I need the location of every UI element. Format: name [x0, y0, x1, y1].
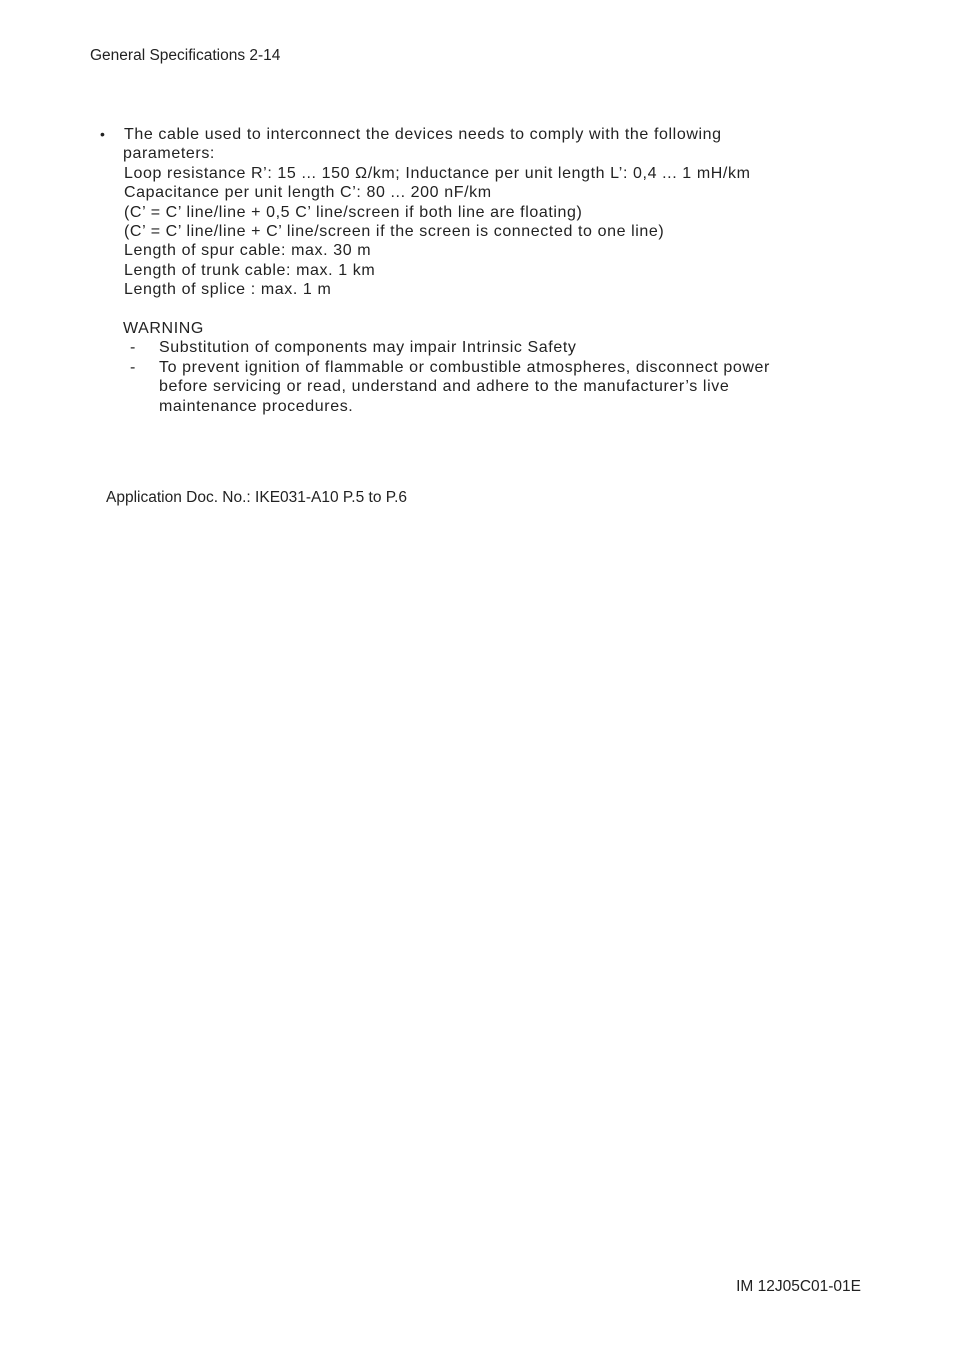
warning-item	[123, 358, 890, 416]
bullet-item	[100, 125, 890, 416]
footer-doc-id: IM 12J05C01-01E	[736, 1278, 861, 1295]
parameter-line: Length of spur cable: max. 30 m	[124, 242, 372, 260]
application-doc-number: Application Doc. No.: IKE031-A10 P.5 to P.6	[106, 489, 408, 506]
warning-title: WARNING	[123, 320, 204, 338]
warning-line: maintenance procedures.	[159, 397, 354, 415]
parameter-line: (C’ = C’ line/line + 0,5 C’ line/screen if both line are floating)	[124, 203, 583, 221]
parameter-line: Loop resistance R’: 15 ... 150 Ω/km; Inductance per unit length L’: 0,4 ... 1 mH/km	[124, 164, 751, 182]
warning-item	[123, 338, 890, 357]
spacer	[123, 300, 890, 319]
bullet-icon: •	[100, 126, 106, 142]
warning-line: Substitution of components may impair Intrinsic Safety	[159, 339, 577, 357]
dash-marker: -	[130, 339, 136, 357]
parameter-line: Length of trunk cable: max. 1 km	[124, 261, 376, 279]
parameter-line: Capacitance per unit length C’: 80 ... 200 nF/km	[124, 184, 492, 202]
parameter-line: Length of splice : max. 1 m	[124, 281, 332, 299]
page-header: General Specifications 2-14	[90, 47, 281, 64]
intro-line: parameters:	[123, 145, 215, 163]
warning-line: before servicing or read, understand and adhere to the manufacturer’s live	[159, 378, 730, 396]
intro-line: The cable used to interconnect the devices needs to comply with the following	[124, 126, 722, 143]
dash-marker: -	[130, 358, 136, 376]
warning-line: To prevent ignition of flammable or combustible atmospheres, disconnect power	[159, 358, 770, 376]
cable-requirements-section	[100, 125, 890, 416]
parameter-line: (C’ = C’ line/line + C’ line/screen if the screen is connected to one line)	[124, 223, 665, 241]
